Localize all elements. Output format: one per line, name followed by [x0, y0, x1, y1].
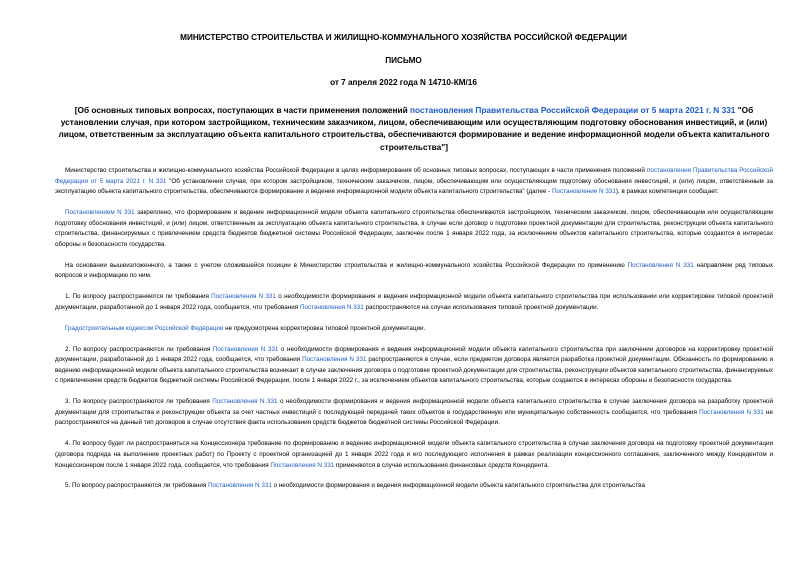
paragraph-text: не распространяются на данный тип договоров в случае отсутствия факта использования средств бюджетов бюджетной системы Российской Федерации.: [55, 408, 774, 427]
paragraph-text: На основании вышеизложенного, а также с учетом сложившейся позиции в Министерстве строительства и жилищно-коммунального хозяйства Российской Федерации по применению: [65, 261, 628, 269]
resolution-link[interactable]: Постановлением N 331: [65, 209, 135, 217]
resolution-link[interactable]: Постановления N 331: [302, 356, 367, 364]
paragraph-text: закреплено, что формирование и ведение информационной модели объекта капитального строительства обеспечиваются застройщиком, техническим заказчиком, лицом, обеспечивающим или осуществляющим подготовку обоснования инвестиций, и (или) лицом, ответственным за эксплуатацию объекта капитального строительства, в случае если договор о подготовке проектной документации для строительства, реконструкции объекта капитального строительства, финансируемых с привлечением средств бюджетов бюджетной системы Российской Федерации, заключен после 1 января 2022 года, за исключением объектов капитального строительства, которые создаются в интересах обороны и безопасности государства.: [55, 209, 773, 248]
paragraph-text: о необходимости формирования и ведения информационной модели объекта капитального строительства в случае заключения договора на разработку проектной документации для строительства и реконструкции объекта за счет частных инвестиций с последующей передачей таких объектов в государственную или муниципальную собственность сообщается, что требования: [55, 398, 773, 416]
paragraph-text: направляем ряд типовых вопросов и информацию по ним.: [55, 261, 773, 280]
paragraph-text: 3. По вопросу распространяются ли требования: [65, 398, 213, 406]
paragraph-2: [55, 208, 773, 250]
document-date-number: от 7 апреля 2022 года N 14710-КМ/16: [330, 78, 477, 87]
ministry-heading: МИНИСТЕРСТВО СТРОИТЕЛЬСТВА И ЖИЛИЩНО-КОММУНАЛЬНОГО ХОЗЯЙСТВА РОССИЙСКОЙ ФЕДЕРАЦИИ: [180, 33, 627, 42]
paragraph-text: о необходимости формирования и ведения информационной модели объекта капитального строительства для строительства: [271, 482, 645, 490]
paragraph-text: о необходимости формирования и ведения информационной модели объекта капитального строительства при использовании или корректировке типовой проектной документации, разработанной до 1 января 2022 года, сообщается, что требования: [55, 293, 773, 311]
resolution-link[interactable]: Постановления N 331: [699, 408, 764, 416]
paragraph-text: 5. По вопросу распространяются ли требования: [65, 482, 209, 490]
paragraph-text: о необходимости формирования и ведения информационной модели объекта капитального строительства при заключении договоров на корректировку проектной документации, разработанной до 1 января 2022 года, сообщается, что требования: [55, 345, 773, 364]
paragraph-text: 2. По вопросу распространяются ли требования: [65, 345, 213, 353]
resolution-link[interactable]: Постановления N 331: [299, 303, 364, 311]
paragraph-6: [55, 345, 773, 387]
resolution-link[interactable]: Постановления N 331: [212, 398, 278, 406]
document-subject: [55, 104, 773, 153]
paragraph-text: "Об установлении случая, при котором застройщиком, техническим заказчиком, лицом, обеспечивающим или осуществляющим подготовку обоснования инвестиций, и (или) лицом, ответственным за эксплуатацию объекта капитального строительства, обеспечиваются формирование и ведение информационной модели объекта капитального строительства" (далее -: [55, 177, 773, 196]
paragraph-4: [55, 292, 773, 313]
subject-link[interactable]: постановления Правительства Российской Федерации от 5 марта 2021 г. N 331: [409, 105, 736, 115]
paragraph-text: распространяются на случаи использования типовой проектной документации.: [363, 303, 599, 311]
resolution-link[interactable]: Постановление N 331: [551, 188, 616, 196]
resolution-link[interactable]: Постановления N 331: [627, 261, 694, 269]
subject-text: [Об основных типовых вопросах, поступающих в части применения положений: [74, 105, 410, 115]
paragraph-5: [55, 324, 773, 335]
resolution-link[interactable]: Постановления N 331: [270, 461, 335, 469]
paragraph-text: 1. По вопросу распространяются ли требования: [65, 293, 212, 301]
paragraph-8: [55, 439, 773, 471]
paragraph-7: [55, 397, 773, 429]
paragraph-1: [55, 166, 773, 198]
resolution-link[interactable]: Постановления N 331: [208, 482, 272, 490]
resolution-link[interactable]: постановления Правительства Российской Федерации от 5 марта 2021 г. N 331: [55, 167, 774, 185]
paragraph-text: применяются в случае использования финансовых средств Концедента.: [334, 461, 550, 469]
paragraph-3: [55, 261, 773, 282]
resolution-link[interactable]: Постановления N 331: [212, 345, 279, 353]
paragraph-9: [55, 481, 773, 492]
document-type: ПИСЬМО: [385, 56, 422, 65]
paragraph-text: 4. По вопросу будет ли распространяться на Концессионера требование по формированию и ведению информационной модели объекта капитального строительства в случае заключения договора на подготовку проектной документации (договора подряда на выполнение проектных работ) по Проекту с проектной организацией до 1 января 2022 года и его последующего исполнения в рамках реализации концессионного соглашения, заключенного между Концедентом и Концессионером после 1 января 2022 года, сообщается, что требования: [55, 440, 773, 469]
subject-text: "Об установлении случая, при котором застройщиком, техническим заказчиком, лицом, обеспечивающим или осуществляющим подготовку обоснования инвестиций, и (или) лицом, ответственным за эксплуатацию объекта капитального строительства, обеспечиваются формирование и ведение информационной модели объекта капитального строительства"]: [58, 105, 770, 152]
code-link[interactable]: Градостроительным кодексом Российской Федерации: [65, 324, 224, 332]
paragraph-text: ), в рамках компетенции сообщает.: [615, 188, 719, 196]
paragraph-text: не предусмотрена корректировка типовой проектной документации.: [223, 324, 426, 332]
paragraph-text: распространяются в случае, если предметом договора является разработка проектной документации. Обязанность по формированию и ведению информационной модели объекта капитального строительства возникает в случае заключения договора о подготовке проектной документации для строительства, реконструкции объектов капитального строительства, финансируемых с привлечением средств бюджетов бюджетной системы Российской Федерации, после 1 января 2022 г., за исключением объектов капитального строительства, которые создаются в интересах обороны и безопасности государства.: [55, 356, 773, 385]
document-body: [55, 166, 773, 502]
resolution-link[interactable]: Постановления N 331: [211, 293, 277, 301]
paragraph-text: Министерство строительства и жилищно-коммунального хозяйства Российской Федерации в целях информирования об основных типовых вопросах, поступающих в части применения положений: [65, 167, 647, 174]
